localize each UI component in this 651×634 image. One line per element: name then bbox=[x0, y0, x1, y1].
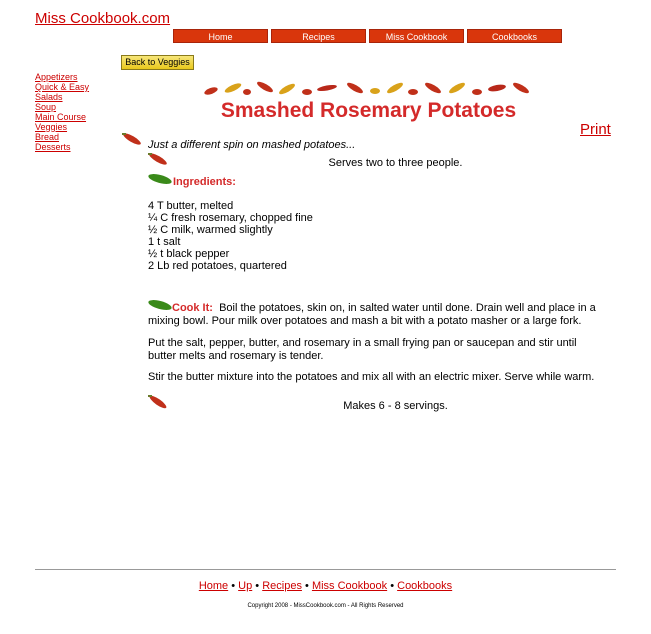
footer-separator: • bbox=[231, 580, 236, 592]
sidebar-category-nav bbox=[35, 72, 89, 152]
red-chili-pepper-icon bbox=[317, 84, 338, 92]
footer-separator: • bbox=[255, 580, 260, 592]
red-chili-pepper-icon bbox=[424, 81, 443, 95]
ingredient-item: 1 t salt bbox=[148, 236, 181, 248]
footer-link-recipes[interactable]: Recipes bbox=[262, 580, 302, 592]
sidebar-item-bread[interactable]: Bread bbox=[35, 132, 60, 142]
sidebar-item-salads[interactable]: Salads bbox=[35, 92, 63, 102]
footer-link-home[interactable]: Home bbox=[198, 580, 229, 592]
nav-cookbooks-button[interactable]: Cookbooks bbox=[467, 29, 562, 43]
sidebar-item-soup[interactable]: Soup bbox=[35, 102, 57, 112]
pepper-banner-decoration bbox=[203, 79, 533, 99]
print-link[interactable]: Print bbox=[580, 121, 611, 138]
instructions-paragraph-3: Stir the butter mixture into the potatoes and mix all with an electric mixer. Serve while warm. bbox=[148, 371, 595, 383]
sidebar-item-main-course[interactable]: Main Course bbox=[35, 112, 87, 122]
green-chili-pepper-icon bbox=[147, 171, 173, 187]
red-chili-pepper-icon bbox=[203, 86, 218, 96]
red-chili-pepper-icon bbox=[256, 80, 275, 94]
cook-it-heading: Cook It: bbox=[172, 302, 213, 314]
yellow-chili-pepper-icon bbox=[370, 88, 380, 94]
copyright-notice: Copyright 2008 - MissCookbook.com - All Rights Reserved bbox=[247, 603, 404, 609]
footer-separator: • bbox=[390, 580, 395, 592]
site-title-link[interactable]: Miss Cookbook.com bbox=[35, 10, 171, 27]
ingredient-item: ½ C milk, warmed slightly bbox=[148, 224, 273, 236]
ingredient-item: 4 T butter, melted bbox=[148, 200, 234, 212]
back-to-veggies-button[interactable]: Back to Veggies bbox=[121, 55, 194, 70]
yellow-chili-pepper-icon bbox=[278, 82, 297, 96]
cook-it-text: Boil the potatoes, skin on, in salted water until done. Drain well and place in a mixing bowl. Pour milk over potatoes and mash a bit with a potato masher or a large fork. bbox=[148, 302, 596, 327]
red-chili-pepper-icon bbox=[488, 83, 507, 92]
red-chili-pepper-icon bbox=[121, 131, 143, 147]
instructions-paragraph-2: Put the salt, pepper, butter, and rosemary in a small frying pan or saucepan and stir until butter melts and rosemary is tender. bbox=[148, 337, 577, 362]
ingredient-item: 2 Lb red potatoes, quartered bbox=[148, 260, 287, 272]
recipe-intro: Just a different spin on mashed potatoes... bbox=[148, 139, 356, 151]
red-chili-pepper-icon bbox=[346, 81, 365, 95]
nav-miss-cookbook-button[interactable]: Miss Cookbook bbox=[369, 29, 464, 43]
nav-home-button[interactable]: Home bbox=[173, 29, 268, 43]
footer-link-up[interactable]: Up bbox=[238, 580, 253, 592]
yellow-chili-pepper-icon bbox=[448, 81, 467, 95]
ingredients-heading: Ingredients: bbox=[173, 176, 236, 188]
cook-it-paragraph bbox=[148, 302, 603, 328]
ingredient-item: ½ t black pepper bbox=[148, 248, 230, 260]
recipe-title: Smashed Rosemary Potatoes bbox=[220, 99, 517, 122]
red-chili-pepper-icon bbox=[243, 89, 251, 95]
ingredient-item: ¼ C fresh rosemary, chopped fine bbox=[148, 212, 313, 224]
footer-divider bbox=[35, 569, 616, 570]
footer-nav bbox=[35, 580, 616, 592]
red-chili-pepper-icon bbox=[302, 89, 312, 95]
footer-link-cookbooks[interactable]: Cookbooks bbox=[397, 580, 453, 592]
recipe-serves: Serves two to three people. bbox=[328, 157, 463, 169]
sidebar-item-desserts[interactable]: Desserts bbox=[35, 142, 71, 152]
sidebar-item-veggies[interactable]: Veggies bbox=[35, 122, 68, 132]
yellow-chili-pepper-icon bbox=[386, 81, 405, 95]
footer-link-miss-cookbook[interactable]: Miss Cookbook bbox=[311, 580, 388, 592]
sidebar-item-quick-easy[interactable]: Quick & Easy bbox=[35, 82, 90, 92]
yellow-chili-pepper-icon bbox=[224, 81, 243, 94]
recipe-yield: Makes 6 - 8 servings. bbox=[343, 400, 448, 412]
footer-separator: • bbox=[305, 580, 309, 592]
ingredients-list bbox=[148, 200, 313, 272]
sidebar-item-appetizers[interactable]: Appetizers bbox=[35, 72, 78, 82]
red-chili-pepper-icon bbox=[408, 89, 418, 95]
red-chili-pepper-icon bbox=[512, 81, 531, 95]
red-chili-pepper-icon bbox=[472, 89, 482, 95]
nav-recipes-button[interactable]: Recipes bbox=[271, 29, 366, 43]
